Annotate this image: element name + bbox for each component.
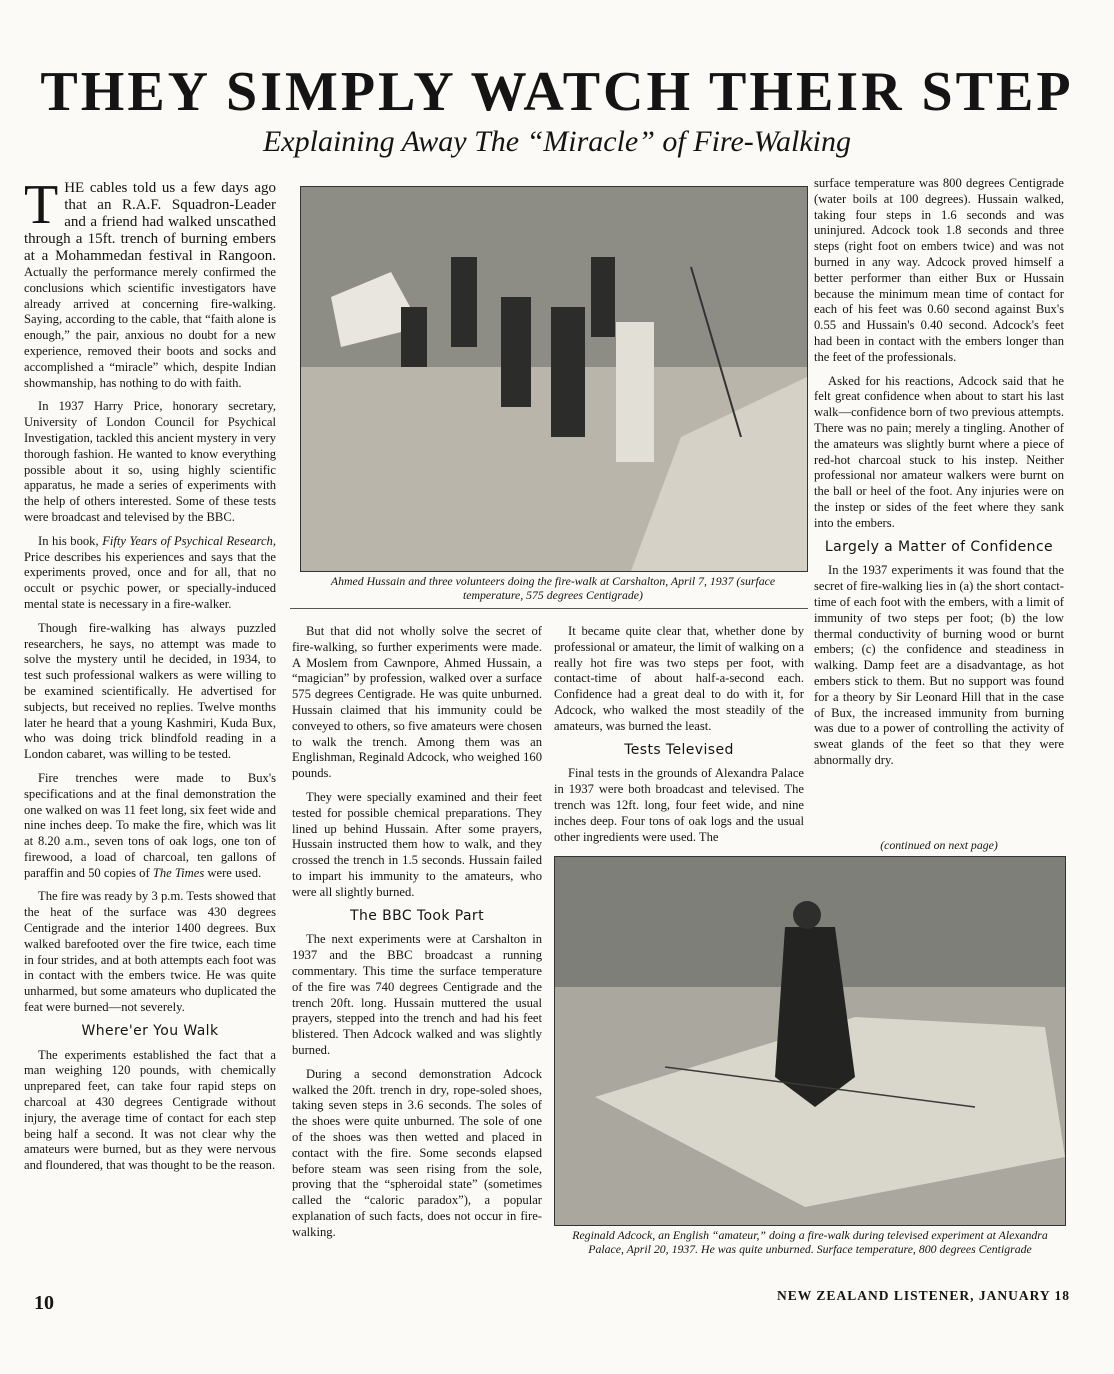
section-heading: Where'er You Walk <box>81 1022 219 1039</box>
photo-caption-bottom: Reginald Adcock, an English “amateur,” doing a fire-walk during televised experiment at Alexandra Palace, April 20, 1937. He was quite unburned. Surface temperature, 800 degrees Centigrade <box>572 1228 1048 1256</box>
person-figure <box>401 307 427 367</box>
text-run: In his book, <box>38 533 103 548</box>
divider <box>290 608 808 609</box>
article-column-1 <box>24 174 277 1182</box>
article-column-4 <box>814 176 1064 777</box>
photo-caption-top: Ahmed Hussain and three volunteers doing the fire-walk at Carshalton, April 7, 1937 (surface temperature, 575 degrees Centigrade) <box>330 574 776 602</box>
text-run: , Price describes his experiences and says that the experiments proved, once and for all, that no occult or psychic power, or specially-induced mental state is necessary in a fire-walker. <box>24 533 277 611</box>
paragraph: Though fire-walking has always puzzled researchers, he says, no attempt was made to solve the mystery until he decided, in 1934, to test such professional walkers as were willing to be examined scientifically. He advertised for subjects, but received no replies. Twelve months later he heard that a young Kashmiri, Kuda Bux, who was doing trick blindfold reading in a London cabaret, was willing to be tested. <box>24 620 276 762</box>
page-number: 10 <box>34 1292 54 1314</box>
hussain-figure <box>616 322 654 462</box>
paragraph: Final tests in the grounds of Alexandra Palace in 1937 were both broadcast and televised. The trench was 12ft. long, four feet wide, and nine inches deep. Four tons of oak logs and the usual other ingredients were used. The <box>554 766 804 844</box>
section-heading: The BBC Took Part <box>350 907 484 924</box>
paragraph: The next experiments were at Carshalton in 1937 and the BBC broadcast a running commentary. This time the surface temperature of the fire was 740 degrees Centigrade and the trench 20ft. long. Hussain muttered the usual prayers, stepped into the trench and had his feet blistered. Then Adcock walked and was slightly burned. <box>292 932 542 1057</box>
paragraph: surface temperature was 800 degrees Centigrade (water boils at 100 degrees). Hussain walked, taking four steps in 1.6 seconds and was uninjured. Adcock took 1.8 seconds and three steps (right foot on embers twice) and was not burned in any way. Adcock proved himself a better performer than either Bux or Hussain because the minimum mean time of contact for each of his feet was 0.60 second against Bux's 0.55 and Hussain's 0.40 second. Adcock's feet had been in contact with the embers longer than the feet of the professionals. <box>814 176 1064 364</box>
subheadline: Explaining Away The “Miracle” of Fire-Walking <box>262 125 852 158</box>
photo-illustration <box>555 857 1065 1225</box>
paragraph: The experiments established the fact that a man weighing 120 pounds, with chemically unprepared feet, can take four rapid steps on charcoal at 430 degrees Centigrade without injury, the average time of contact for each step being half a second. It was not clear why the amateurs were burned, but as they were nervous and floundered, that was thought to be the reason. <box>24 1047 276 1173</box>
book-title: Fifty Years of Psychical Research <box>102 533 273 548</box>
paragraph: Asked for his reactions, Adcock said that he felt great confidence when about to start his last walk—confidence born of two previous attempts. There was no pain; merely a tingling. Another of the amateurs was slightly burnt where a piece of red-hot charcoal stuck to his instep. Neither professional nor amateur walkers were burnt on the ball or heel of the foot. Any injuries were on the instep or sides of the feet where they sank into the embers. <box>814 373 1064 530</box>
person-figure <box>591 257 615 337</box>
article-column-3 <box>554 624 804 853</box>
fire-walk-photo-alexandra-palace <box>554 856 1066 1226</box>
paragraph: They were specially examined and their feet tested for possible chemical preparations. They lined up behind Hussain. After some prayers, Hussain instructed them how to walk, and they crossed the trench in 1.5 seconds. Hussain failed to impart his immunity to the amateurs, who were all slightly burned. <box>292 789 542 899</box>
headline: THEY SIMPLY WATCH THEIR STEP <box>40 61 1074 123</box>
publication-footer: NEW ZEALAND LISTENER, JANUARY 18 <box>777 1288 1070 1303</box>
article-column-2 <box>292 624 542 1248</box>
drop-cap: T <box>24 174 59 236</box>
paragraph: In the 1937 experiments it was found that the secret of fire-walking lies in (a) the short contact-time of each foot with the embers, with a limit of immunity of two steps per foot; (b) the low thermal conductivity of burning wood or burnt embers; (c) the confidence and steadiness in walking. Damp feet are a disadvantage, as hot embers stick to them. But no support was found for a theory by Sir Leonard Hill that in the case of Bux, the increased immunity from burning was due to a power of controlling the activity of sweat glands of the feet so that they were abnormally dry. <box>814 563 1064 767</box>
text-run: Fire trenches were made to Bux's specifications and at the final demonstration the one walked on was 11 feet long, six feet wide and nine inches deep. To make the fire, which was lit at 8.20 a.m., seven tons of oak logs, one ton of firewood, a load of charcoal, ten gallons of paraffin and 50 copies of <box>24 770 276 880</box>
section-heading: Largely a Matter of Confidence <box>824 538 1054 555</box>
paragraph <box>24 534 276 613</box>
lead-in-text: HE cables told us a few days ago that an R.A.F. Squadron-Leader and a friend had walked unscathed through a 15ft. trench of burning embers at a Mohammedan festival in Rangoon. <box>24 180 276 264</box>
paragraph: In 1937 Harry Price, honorary secretary, University of London Council for Psychical Investigation, tackled this ancient mystery in very thorough fashion. He wanted to know everything possible about it so, using highly scientific apparatus, he made a series of experiments with the help of others interested. Some of these tests were broadcast and televised by the BBC. <box>24 399 276 524</box>
person-figure <box>551 307 585 437</box>
photo-illustration <box>301 187 807 571</box>
lead-paragraph <box>24 174 276 391</box>
lead-paragraph-rest: Actually the performance merely confirmed the conclusions which scientific investigators have already arrived at concerning fire-walking. Saying, according to the cable, that “faith alone is enough,” the pair, anxious no doubt for a new experience, removed their boots and socks and accomplished a “miracle” which, despite Indian showmanship, has nothing to do with faith. <box>24 265 276 390</box>
adcock-head <box>793 901 821 929</box>
paragraph: But that did not wholly solve the secret of fire-walking, so further experiments were made. A Moslem from Cawnpore, Ahmed Hussain, a “magician” by profession, walked over a surface 575 degrees Centigrade. He was quite unburned. Hussain claimed that his immunity could be conveyed to others, so five amateurs were chosen to walk the trench. Among them was an Englishman, Reginald Adcock, who weighed 160 pounds. <box>292 624 542 781</box>
section-heading: Tests Televised <box>624 741 734 758</box>
continued-note: (continued on next page) <box>880 838 998 852</box>
person-figure <box>451 257 477 347</box>
paragraph: The fire was ready by 3 p.m. Tests showed that the heat of the surface was 430 degrees Centigrade and the interior 1400 degrees. Bux walked barefooted over the fire twice, each time in four strides, and at both attempts each foot was in contact with the embers twice. He was quite unharmed, but some amateurs who duplicated the feat were burned—not severely. <box>24 889 276 1015</box>
newspaper-title: The Times <box>152 865 205 880</box>
paragraph: During a second demonstration Adcock walked the 20ft. trench in dry, rope-soled shoes, taking seven steps in 3.6 seconds. The soles of the shoes were quite unburned. The sole of one of the shoes was then wetted and placed in contact with the fire. Some seconds elapsed before steam was seen rising from the sole, proving that the “spheroidal state” (sometimes called the “caloric paradox”), a popular explanation of such facts, does not occur in fire-walking. <box>292 1066 542 1239</box>
paragraph <box>24 771 276 882</box>
person-figure <box>501 297 531 407</box>
fire-walk-photo-carshalton <box>300 186 808 572</box>
text-run: were used. <box>204 865 262 880</box>
paragraph: It became quite clear that, whether done by professional or amateur, the limit of walking on a really hot fire was two steps per foot, with contact-time of about half-a-second each. Confidence had a great deal to do with it, for Adcock, who walked the most steadily of the amateurs, was burned the least. <box>554 624 804 733</box>
